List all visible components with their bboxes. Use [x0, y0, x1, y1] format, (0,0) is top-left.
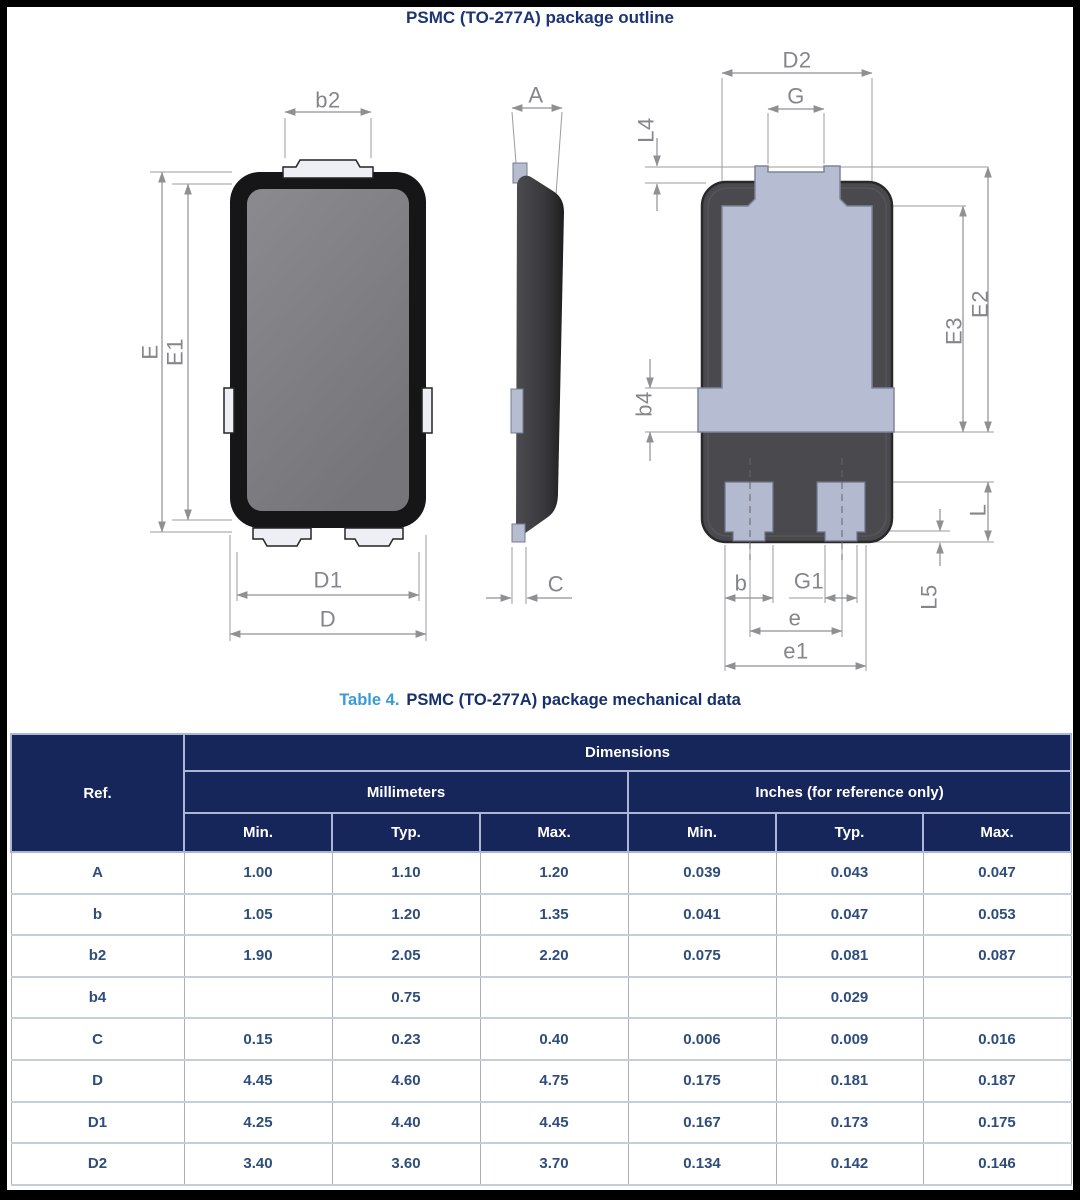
dim-label-A: A [528, 82, 544, 108]
table-cell: 1.20 [480, 852, 628, 894]
row-ref: D2 [11, 1143, 184, 1185]
table-cell: 0.23 [332, 1018, 480, 1060]
table-cell: 4.45 [480, 1102, 628, 1144]
table-cell: 1.10 [332, 852, 480, 894]
dim-label-L5: L5 [916, 584, 942, 610]
front-package-top-surface [247, 189, 409, 511]
dim-label-D1: D1 [313, 567, 343, 593]
table-cell: 0.075 [628, 935, 776, 977]
frame-bottom [0, 1190, 1080, 1200]
table-row [11, 1018, 1071, 1060]
table-cell: 3.60 [332, 1143, 480, 1185]
dim-label-E2: E2 [967, 290, 993, 318]
dim-label-b2: b2 [315, 87, 341, 113]
frame-left [0, 0, 7, 1200]
dim-label-D2: D2 [782, 47, 812, 73]
table-cell: 4.75 [480, 1060, 628, 1102]
table-cell: 0.041 [628, 894, 776, 936]
table-row [11, 1143, 1071, 1185]
table-row [11, 852, 1071, 894]
row-ref: D [11, 1060, 184, 1102]
table-cell: 0.134 [628, 1143, 776, 1185]
table-cell: 0.181 [776, 1060, 923, 1102]
side-view [486, 83, 572, 605]
table-cell: 0.173 [776, 1102, 923, 1144]
table-cell: 0.75 [332, 977, 480, 1019]
table-cell: 0.187 [923, 1060, 1071, 1102]
dim-label-C: C [547, 571, 565, 597]
frame-right [1073, 0, 1080, 1200]
page-title: PSMC (TO-277A) package outline [406, 8, 674, 27]
header-millimeters: Millimeters [184, 771, 628, 813]
row-ref: A [11, 852, 184, 894]
table-cell: 0.167 [628, 1102, 776, 1144]
table-cell: 1.90 [184, 935, 332, 977]
exposed-pad [698, 166, 894, 432]
header-row-dimensions [11, 734, 1071, 771]
table-cell [923, 977, 1071, 1019]
front-side-tab-left [224, 388, 234, 433]
table-row [11, 1060, 1071, 1102]
table-cell: 0.043 [776, 852, 923, 894]
table-row [11, 977, 1071, 1019]
frame-top [0, 0, 1080, 7]
table-cell: 3.40 [184, 1143, 332, 1185]
dim-label-b4: b4 [631, 391, 657, 417]
side-mid-tab [511, 389, 523, 433]
table-cell: 1.05 [184, 894, 332, 936]
table-cell: 0.15 [184, 1018, 332, 1060]
table-cell: 2.05 [332, 935, 480, 977]
table-row [11, 1102, 1071, 1144]
side-package-body [516, 176, 564, 535]
front-top-tab [283, 160, 373, 178]
header-in-min: Min. [628, 813, 776, 852]
dim-label-L: L [965, 503, 991, 517]
table-cell: 0.175 [628, 1060, 776, 1102]
table-cell: 4.45 [184, 1060, 332, 1102]
dim-label-G1: G1 [793, 568, 825, 594]
table-row [11, 935, 1071, 977]
table-cell: 0.047 [776, 894, 923, 936]
row-ref: b4 [11, 977, 184, 1019]
header-mm-min: Min. [184, 813, 332, 852]
table-cell: 4.60 [332, 1060, 480, 1102]
header-mm-max: Max. [480, 813, 628, 852]
header-dimensions: Dimensions [184, 734, 1071, 771]
table-cell: 0.039 [628, 852, 776, 894]
table-cell: 1.20 [332, 894, 480, 936]
table-cell: 4.25 [184, 1102, 332, 1144]
table-cell: 1.00 [184, 852, 332, 894]
side-bottom-tab [512, 524, 525, 542]
row-ref: C [11, 1018, 184, 1060]
table-cell [480, 977, 628, 1019]
lead-right [817, 482, 865, 541]
dim-label-E: E [137, 344, 163, 360]
header-in-typ: Typ. [776, 813, 923, 852]
mechanical-data-table [10, 733, 1072, 1186]
header-inches: Inches (for reference only) [628, 771, 1071, 813]
table-cell: 0.146 [923, 1143, 1071, 1185]
row-ref: b2 [11, 935, 184, 977]
dim-label-e1: e1 [783, 638, 809, 664]
dim-label-L4: L4 [633, 117, 659, 143]
header-in-max: Max. [923, 813, 1071, 852]
dim-label-b: b [734, 570, 748, 596]
front-side-tab-right [422, 388, 432, 433]
table-cell: 4.40 [332, 1102, 480, 1144]
table-caption-number: Table 4. [339, 691, 400, 709]
header-ref: Ref. [11, 734, 184, 852]
row-ref: b [11, 894, 184, 936]
table-row [11, 894, 1071, 936]
table-cell: 0.006 [628, 1018, 776, 1060]
table-cell [628, 977, 776, 1019]
table-cell: 2.20 [480, 935, 628, 977]
table-cell: 0.087 [923, 935, 1071, 977]
table-cell: 0.029 [776, 977, 923, 1019]
lead-left [725, 482, 773, 541]
table-caption [0, 691, 1080, 710]
header-mm-typ: Typ. [332, 813, 480, 852]
table-cell: 0.053 [923, 894, 1071, 936]
front-view [138, 88, 433, 642]
dim-label-E1: E1 [162, 338, 188, 366]
table-cell: 0.175 [923, 1102, 1071, 1144]
table-caption-text: PSMC (TO-277A) package mechanical data [406, 691, 741, 709]
dim-label-E3: E3 [941, 317, 967, 345]
dim-label-e: e [788, 605, 802, 631]
dim-label-G: G [787, 83, 805, 109]
table-cell: 0.047 [923, 852, 1071, 894]
dim-label-D: D [319, 606, 337, 632]
table-cell: 3.70 [480, 1143, 628, 1185]
front-bottom-tab-left [253, 528, 311, 546]
table-cell: 0.40 [480, 1018, 628, 1060]
table-cell: 0.081 [776, 935, 923, 977]
table-cell: 0.009 [776, 1018, 923, 1060]
table-cell: 1.35 [480, 894, 628, 936]
table-cell [184, 977, 332, 1019]
bottom-view [632, 48, 995, 672]
front-bottom-tab-right [345, 528, 403, 546]
row-ref: D1 [11, 1102, 184, 1144]
table-cell: 0.016 [923, 1018, 1071, 1060]
table-cell: 0.142 [776, 1143, 923, 1185]
